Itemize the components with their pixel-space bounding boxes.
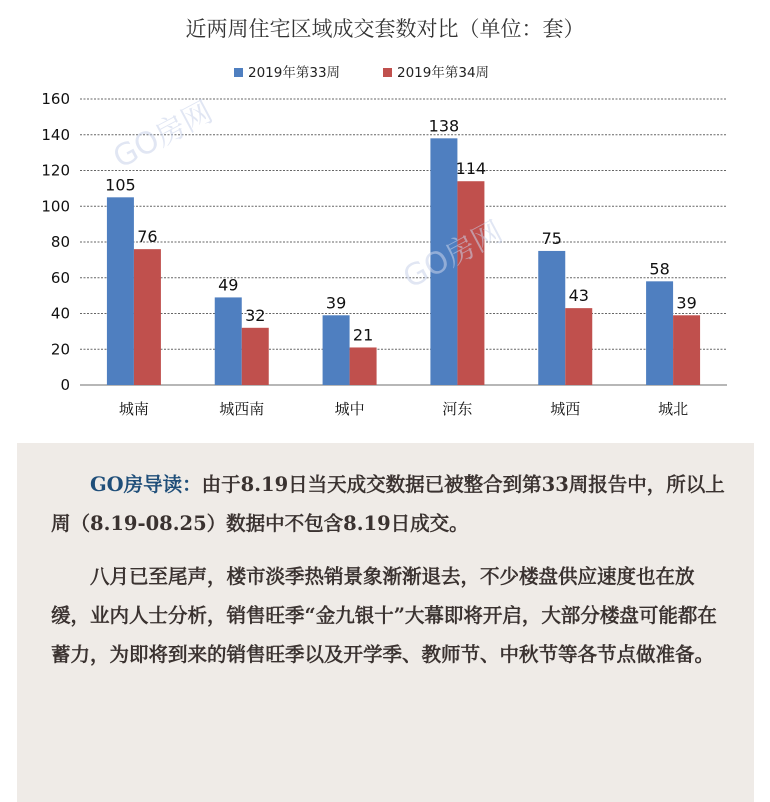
data-label: 21 [352,325,374,345]
bar [215,297,242,385]
bar [323,315,350,385]
data-label: 105 [105,175,136,195]
legend-swatch [234,68,243,77]
bar [350,347,377,385]
y-tick-label: 0 [60,376,70,394]
bar [107,197,134,385]
watermark: GO房网 [107,94,219,176]
data-label: 49 [218,275,239,295]
data-label: 75 [541,228,562,248]
data-label: 32 [245,305,266,325]
y-tick-label: 120 [41,161,70,180]
reading-paragraph-2: 八月已至尾声，楼市淡季热销景象渐渐退去，不少楼盘供应速度也在放缓，业内人士分析，销售旺季“金九银十”大幕即将开启，大部分楼盘可能都在蓄力，为即将到来的销售旺季以及开学季、教师节、中秋节等各节点做准备。 [51,565,717,666]
data-label: 39 [325,293,347,313]
bar [430,138,457,385]
bar [242,328,269,385]
reading-lead: GO房导读： [90,473,202,496]
y-tick-label: 140 [41,125,70,144]
x-tick-label: 城中 [334,400,365,418]
y-tick-label: 20 [50,340,70,359]
bar [673,315,700,385]
bar [538,251,565,385]
legend-swatch [383,68,392,77]
x-tick-label: 城西 [550,400,581,418]
watermark: GO房网 [397,214,509,296]
bar [457,181,484,385]
reading-panel [17,443,754,802]
data-label: 58 [649,259,670,279]
legend-label: 2019年第33周 [248,65,341,81]
data-label: 76 [137,227,158,247]
data-label: 138 [428,116,460,136]
chart-title: 近两周住宅区域成交套数对比（单位：套） [185,17,585,41]
x-tick-label: 城西南 [219,400,265,418]
x-tick-label: 城北 [658,400,689,418]
data-label: 43 [568,286,589,306]
y-tick-label: 80 [50,233,70,251]
data-label: 39 [676,293,697,313]
y-tick-label: 60 [50,268,70,287]
y-tick-label: 100 [41,197,70,216]
x-tick-label: 河东 [442,400,473,418]
bar [134,249,161,385]
bar [646,281,673,385]
bar [565,308,592,385]
data-label: 114 [455,159,487,179]
y-tick-label: 160 [41,90,70,108]
y-tick-label: 40 [50,304,70,323]
reading-text-1: 由于8.19日当天成交数据已被整合到第33周报告中，所以上周（8.19-08.25）数据中不包含8.19日成交。 [51,473,725,535]
legend-label: 2019年第34周 [397,65,490,81]
x-tick-label: 城南 [118,400,149,418]
reading-paragraph-1 [51,465,728,543]
